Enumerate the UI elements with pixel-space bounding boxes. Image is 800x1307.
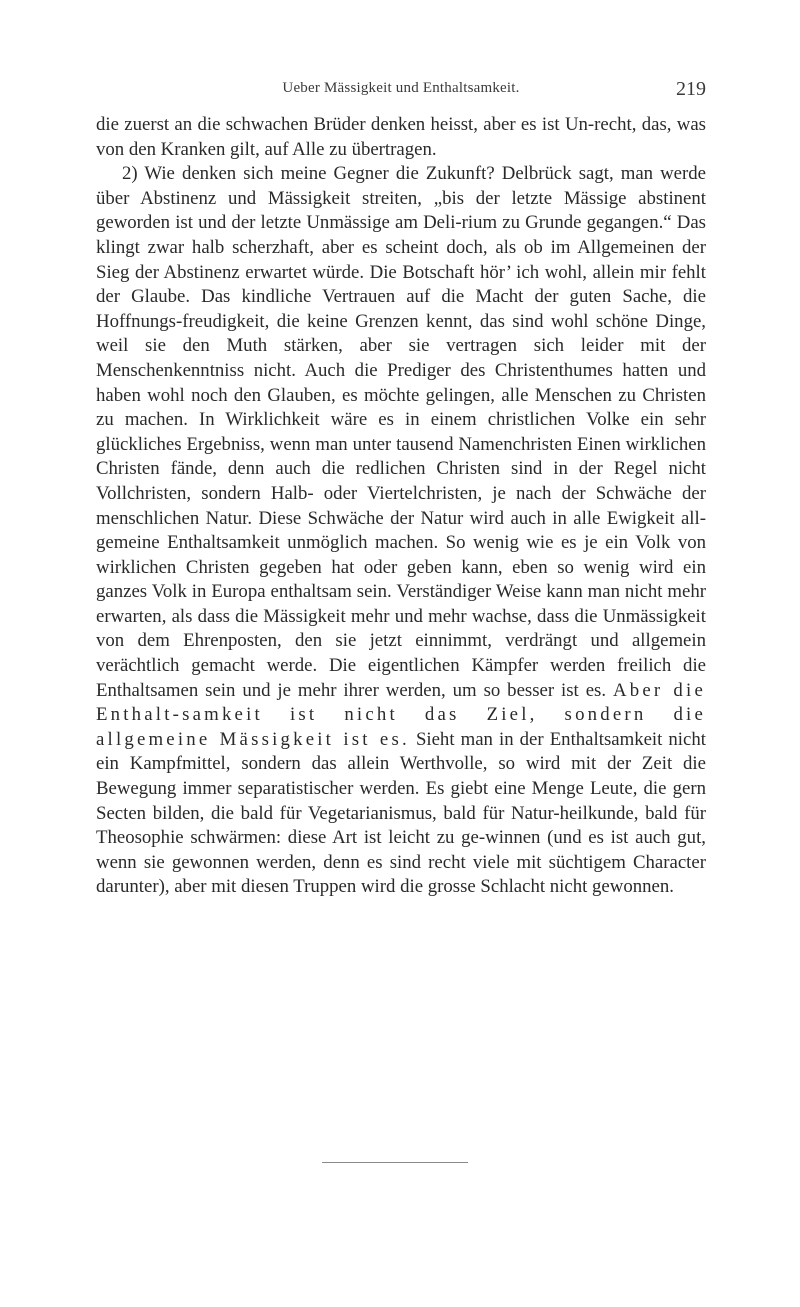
paragraph-2-emphasis: Aber die Enthalt-samkeit ist nicht das Ziel, sondern die allgemeine Mässigkeit ist es.	[96, 679, 706, 750]
running-header-title: Ueber Mässigkeit und Enthaltsamkeit.	[282, 80, 520, 96]
paragraph-2-part-b: Sieht man in der Enthaltsamkeit nicht ein Kampfmittel, sondern das allein Werthvolle, so wird mit der Zeit die Bewegung immer separatistischer werden. Es giebt eine Menge Leute, die gern Secten bilden, die bald für Vegetarianismus, bald für Natur-heilkunde, bald für Theosophie schwärmen: diese Art ist leicht zu ge-winnen (und es ist auch gut, wenn sie gewonnen werden, denn es sind recht viele mit süchtigem Character darunter), aber mit diesen Truppen wird die grosse Schlacht nicht gewonnen.	[96, 728, 706, 898]
paragraph-1: die zuerst an die schwachen Brüder denken heisst, aber es ist Un-recht, das, was von den Kranken gilt, auf Alle zu übertragen.	[96, 114, 706, 160]
running-header	[96, 78, 706, 106]
paragraph-2	[96, 162, 706, 900]
paragraph-2-part-a: 2) Wie denken sich meine Gegner die Zukunft? Delbrück sagt, man werde über Abstinenz und Mässigkeit streiten, „bis der letzte Mässige abstinent geworden ist und der letzte Unmässige am Deli-rium zu Grunde gegangen.“ Das klingt zwar halb scherzhaft, aber es scheint doch, als ob im Allgemeinen der Sieg der Abstinenz erwartet würde. Die Botschaft hör’ ich wohl, allein mir fehlt der Glaube. Das kindliche Vertrauen auf die Macht der guten Sache, die Hoffnungs-freudigkeit, die keine Grenzen kennt, das sind wohl schöne Dinge, weil sie den Muth stärken, aber sie vertragen sich leider mit der Menschenkenntniss nicht. Auch die Prediger des Christenthumes hatten und haben wohl noch den Glauben, es möchte gelingen, alle Menschen zu Christen zu machen. In Wirklichkeit wäre es in einem christlichen Volke ein sehr glückliches Ergebniss, wenn man unter tausend Namenchristen Einen wirklichen Christen fände, denn auch die redlichen Christen sind in der Regel nicht Vollchristen, sondern Halb- oder Viertelchristen, je nach der Schwäche der menschlichen Natur. Diese Schwäche der Natur wird auch in alle Ewigkeit all-gemeine Enthaltsamkeit unmöglich machen. So wenig wie es je ein Volk von wirklichen Christen gegeben hat oder geben kann, eben so wenig wird ein ganzes Volk in Europa enthaltsam sein. Verständiger Weise kann man nicht mehr erwarten, als dass die Mässigkeit mehr und mehr wachse, dass die Unmässigkeit von dem Ehrenposten, den sie jetzt einnimmt, verdrängt und allgemein verächtlich gemacht werde. Die eigentlichen Kämpfer werden freilich die Enthaltsamen sein und je mehr ihrer werden, um so besser ist es.	[96, 163, 706, 701]
page-number: 219	[676, 78, 706, 100]
footer-rule	[322, 1162, 468, 1163]
body-text	[96, 113, 706, 900]
